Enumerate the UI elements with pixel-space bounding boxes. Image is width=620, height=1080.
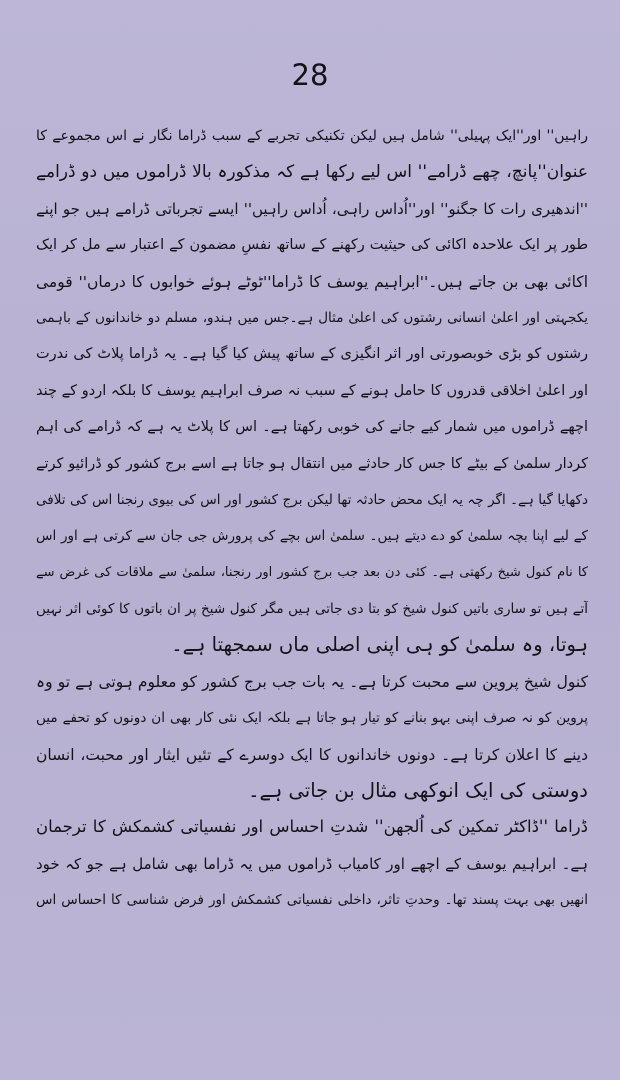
text-line: پروین کو نہ صرف اپنی بہو بنانے کو تیار ہو جاتا ہے بلکہ ایک نئی کار بھی ان دونوں کو تحفے میں: [36, 710, 588, 727]
text-line: راہیں'' اور''ایک پہیلی'' شامل ہیں لیکن تکنیکی تجربے کے سبب ڈراما نگار نے اس مجموعے کا: [36, 128, 588, 144]
paragraph-end-line: دوستی کی ایک انوکھی مثال بن جاتی ہے۔: [248, 779, 588, 803]
text-line: دکھایا گیا ہے۔ اگر چہ یہ ایک محض حادثہ تھا لیکن برج کشور اور اس کی بیوی رنجنا اس کی تلافی: [36, 491, 588, 508]
text-line: اور اعلیٰ اخلاقی قدروں کا حامل ہونے کے سبب نہ صرف ابراہیم یوسف کا بلکہ اردو کے چند: [36, 382, 588, 399]
text-line: ''اندھیری رات کا جگنو'' اور''اُداس راہی، اُداس راہیں'' ایسے تجرباتی ڈرامے ہیں جو اپنے: [36, 199, 588, 218]
text-line: طور پر ایک علاحدہ اکائی کی حیثیت رکھنے کے ساتھ نفسِ مضمون کے اعتبار سے مل کر ایک: [36, 237, 588, 254]
text-line: اچھے ڈراموں میں شمار کیے جانے کی خوبی رکھتا ہے۔ اس کا پلاٹ یہ ہے کہ ڈرامے کی اہم: [36, 419, 588, 436]
text-line: عنوان''پانچ، چھے ڈرامے'' اس لیے رکھا ہے کہ مذکورہ بالا ڈراموں میں دو ڈرامے: [36, 162, 588, 183]
text-line: کردار سلمیٰ کے بیٹے کا جس کار حادثے میں انتقال ہو جاتا ہے اسے برج کشور کو ڈرائیو کرتے: [36, 455, 588, 472]
text-line: رشتوں کو بڑی خوبصورتی اور اثر انگیزی کے ساتھ پیش کیا گیا ہے۔ یہ ڈراما پلاٹ کی ندرت: [36, 346, 588, 363]
text-line: کا نام کنول شیخ رکھتی ہے۔ کئی دن بعد جب برج کشور اور رنجنا، سلمیٰ سے ملاقات کی غرض سے: [36, 564, 588, 580]
body-text: [36, 118, 588, 919]
text-line: ڈراما ''ڈاکٹر تمکین کی اُلجھن'' شدتِ احساس اور نفسیاتی کشمکش کا ترجمان: [36, 817, 588, 837]
text-line: یکجہتی اور اعلیٰ انسانی رشتوں کی اعلیٰ مثال ہے۔جس میں ہندو، مسلم دو خاندانوں کے باہمی: [36, 309, 588, 326]
text-line: کے لیے اپنا بچہ سلمیٰ کو دے دیتے ہیں۔ سلمیٰ اس بچے کی پرورش جی جان سے کرتی ہے اور اس: [36, 528, 588, 545]
text-line: آتے ہیں تو ساری باتیں کنول شیخ کو بتا دی جاتی ہیں مگر کنول شیخ پر ان باتوں کا کوئی اثر نہیں: [36, 601, 588, 618]
text-line: ہے۔ ابراہیم یوسف کے اچھے اور کامیاب ڈراموں میں یہ ڈراما بھی شامل ہے جو کہ خود: [36, 854, 588, 873]
text-line: انھیں بھی بہت پسند تھا۔ وحدتِ تاثر، داخلی نفسیاتی کشمکش اور فرض شناسی کا احساس اس: [36, 892, 588, 909]
page-number: 28: [291, 58, 329, 92]
text-line: کنول شیخ پروین سے محبت کرتا ہے۔ یہ بات جب برج کشور کو معلوم ہوتی ہے تو وہ: [36, 672, 588, 691]
text-line: اکائی بھی بن جاتے ہیں۔''ابراہیم یوسف کا ڈراما''ٹوٹے ہوئے خوابوں کا درماں'' قومی: [36, 272, 588, 291]
paragraph-end-line: ہوتا، وہ سلمیٰ کو ہی اپنی اصلی ماں سمجھتا ہے۔: [171, 633, 588, 657]
text-line: دینے کا اعلان کرتا ہے۔ دونوں خاندانوں کا ایک دوسرے کے تئیں ایثار اور محبت، انسان: [36, 745, 588, 764]
